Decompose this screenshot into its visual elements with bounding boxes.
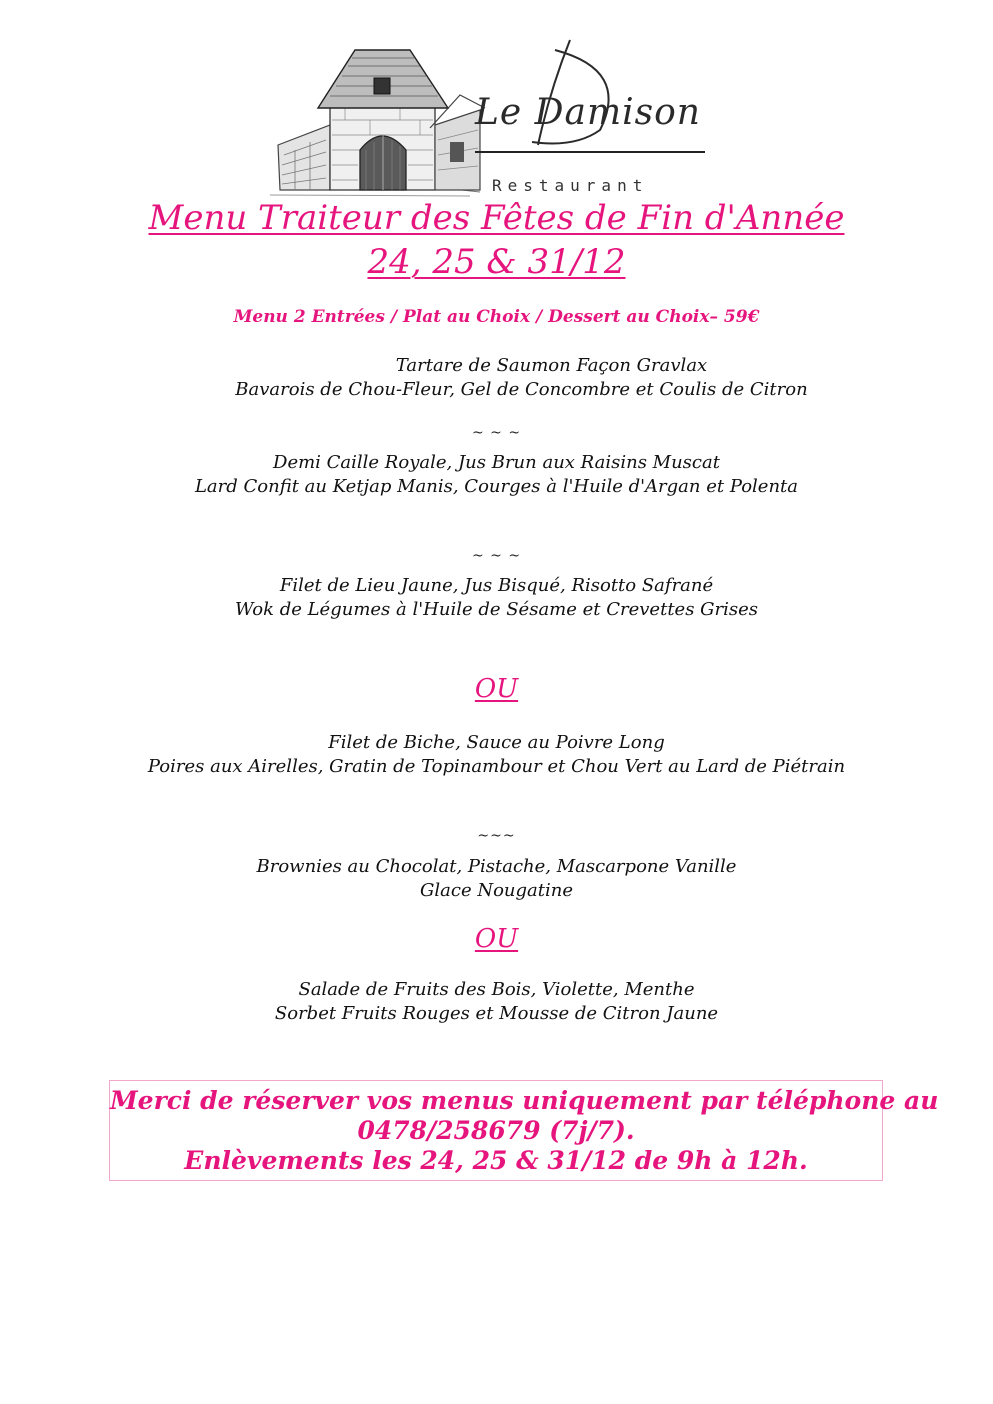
notice-line: Merci de réserver vos menus uniquement par téléphone au (110, 1086, 939, 1115)
dish-description: Wok de Légumes à l'Huile de Sésame et Crevettes Grises (234, 599, 759, 620)
dish-entree-1 (60, 354, 933, 402)
dish-name: Brownies au Chocolat, Pistache, Mascarpone Vanille (256, 856, 737, 877)
dish-main-1 (60, 574, 933, 622)
dish-main-2 (60, 731, 933, 779)
dish-description: Bavarois de Chou-Fleur, Gel de Concombre et Coulis de Citron (235, 379, 808, 400)
or-divider: OU (474, 674, 519, 704)
dish-name: Filet de Lieu Jaune, Jus Bisqué, Risotto Safrané (279, 575, 714, 596)
menu-summary: Menu 2 Entrées / Plat au Choix / Dessert au Choix– 59€ (233, 307, 760, 327)
dish-name: Salade de Fruits des Bois, Violette, Menthe (298, 979, 695, 1000)
brand-subtitle: Restaurant (492, 176, 649, 195)
dish-dessert-2 (60, 978, 933, 1026)
dish-name: Tartare de Saumon Façon Gravlax (395, 355, 708, 376)
reservation-notice (109, 1080, 939, 1181)
dish-description: Lard Confit au Ketjap Manis, Courges à l'Huile d'Argan et Polenta (194, 476, 799, 497)
dish-name: Demi Caille Royale, Jus Brun aux Raisins Muscat (273, 452, 720, 473)
notice-pickup: Enlèvements les 24, 25 & 31/12 de 9h à 12h. (184, 1146, 808, 1175)
dish-dessert-1 (60, 855, 933, 903)
restaurant-logo (270, 30, 720, 205)
or-divider: OU (474, 924, 519, 954)
page-title: Menu Traiteur des Fêtes de Fin d'Année (148, 198, 845, 238)
page-dates: 24, 25 & 31/12 (367, 242, 626, 282)
brand-name: Le Damison (475, 92, 701, 133)
separator: ~ ~ ~ (471, 548, 522, 564)
dish-description: Poires aux Airelles, Gratin de Topinambour et Chou Vert au Lard de Piétrain (147, 756, 846, 777)
dish-entree-2 (60, 451, 933, 499)
dish-description: Glace Nougatine (420, 880, 573, 901)
separator: ~~~ (477, 828, 516, 844)
dish-description: Sorbet Fruits Rouges et Mousse de Citron Jaune (274, 1003, 719, 1024)
notice-phone: 0478/258679 (7j/7). (357, 1116, 635, 1145)
dish-name: Filet de Biche, Sauce au Poivre Long (328, 732, 665, 753)
separator: ~ ~ ~ (471, 425, 522, 441)
